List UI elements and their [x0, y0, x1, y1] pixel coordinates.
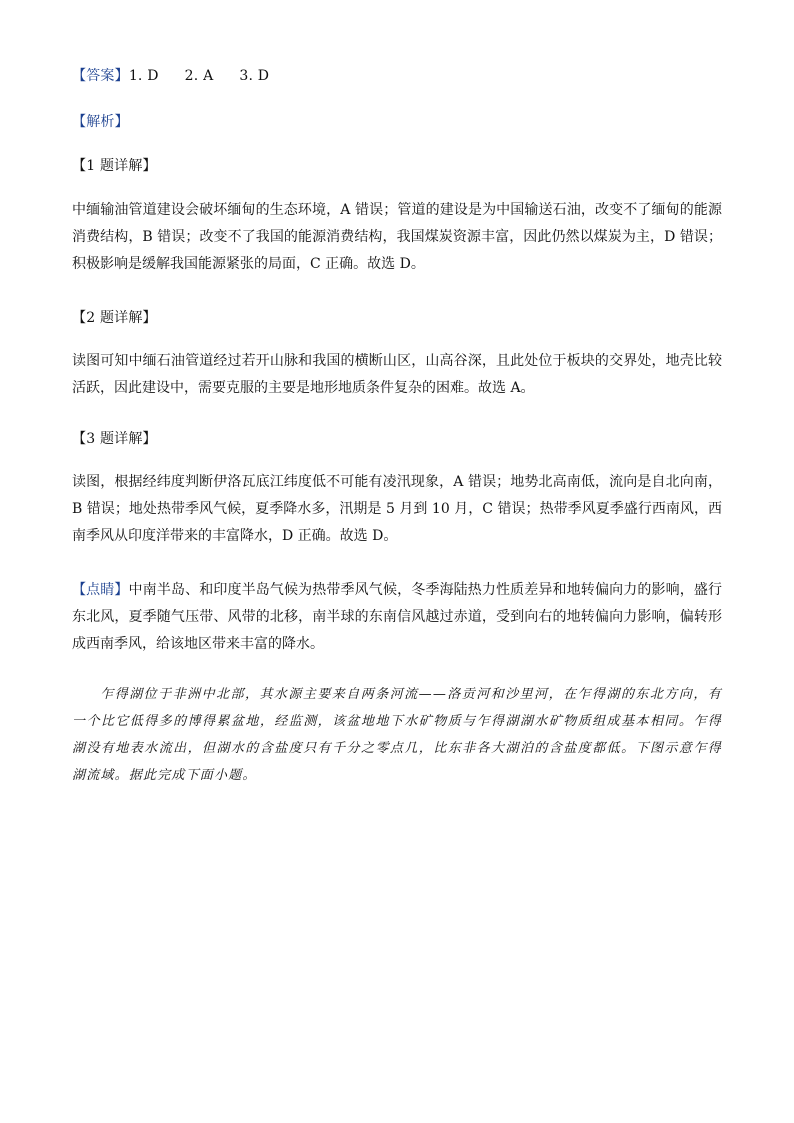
- q3-heading: [72, 426, 722, 452]
- q1-heading: [72, 153, 722, 179]
- passage-body: 乍得湖位于非洲中北部，其水源主要来自两条河流——洛贡河和沙里河，在乍得湖的东北方向，有一个比它低得多的博得累盆地，经监测，该盆地地下水矿物质与乍得湖湖水矿物质组成基本相同。乍得湖没有地表水流出，但湖水的含盐度只有千分之零点几，比东非各大湖泊的含盐度都低。下图示意乍得湖流域。据此完成下面小题。: [72, 687, 722, 783]
- q2-heading: [72, 305, 722, 331]
- answer-item-2: 2. A: [184, 68, 214, 84]
- q3-label: 【3 题详解】: [72, 431, 157, 447]
- highlight-label: 【点睛】: [72, 582, 129, 598]
- answer-item-1: 1. D: [128, 68, 159, 84]
- highlight-body: 中南半岛、和印度半岛气候为热带季风气候，冬季海陆热力性质差异和地转偏向力的影响，盛行东北风，夏季随气压带、风带的北移，南半球的东南信风越过赤道，受到向右的地转偏向力影响，偏转形成西南季风，给该地区带来丰富的降水。: [72, 582, 723, 652]
- answer-label: 【答案】: [72, 68, 129, 84]
- q1-body: 中缅输油管道建设会破坏缅甸的生态环境，A 错误；管道的建设是为中国输送石油，改变不了缅甸的能源消费结构，B 错误；改变不了我国的能源消费结构，我国煤炭资源丰富，因此仍然以煤炭为主，D 错误；积极影响是缓解我国能源紧张的局面，C 正确。故选 D。: [72, 202, 722, 272]
- highlight-paragraph: [72, 577, 722, 658]
- answer-line: [72, 63, 722, 89]
- q2-label: 【2 题详解】: [72, 310, 157, 326]
- chad-lake-passage: [72, 681, 722, 789]
- q2-body: 读图可知中缅石油管道经过若开山脉和我国的横断山区，山高谷深，且此处位于板块的交界处，地壳比较活跃，因此建设中，需要克服的主要是地形地质条件复杂的困难。故选 A。: [72, 353, 722, 396]
- analysis-label: 【解析】: [72, 114, 129, 130]
- q1-label: 【1 题详解】: [72, 158, 157, 174]
- q3-body: 读图，根据经纬度判断伊洛瓦底江纬度低不可能有凌汛现象，A 错误；地势北高南低，流向是自北向南，B 错误；地处热带季风气候，夏季降水多，汛期是 5 月到 10 月，C 错误；热带季风夏季盛行西南风，西南季风从印度洋带来的丰富降水，D 正确。故选 D。: [72, 474, 722, 544]
- answer-item-3: 3. D: [239, 68, 270, 84]
- analysis-heading: [72, 109, 722, 135]
